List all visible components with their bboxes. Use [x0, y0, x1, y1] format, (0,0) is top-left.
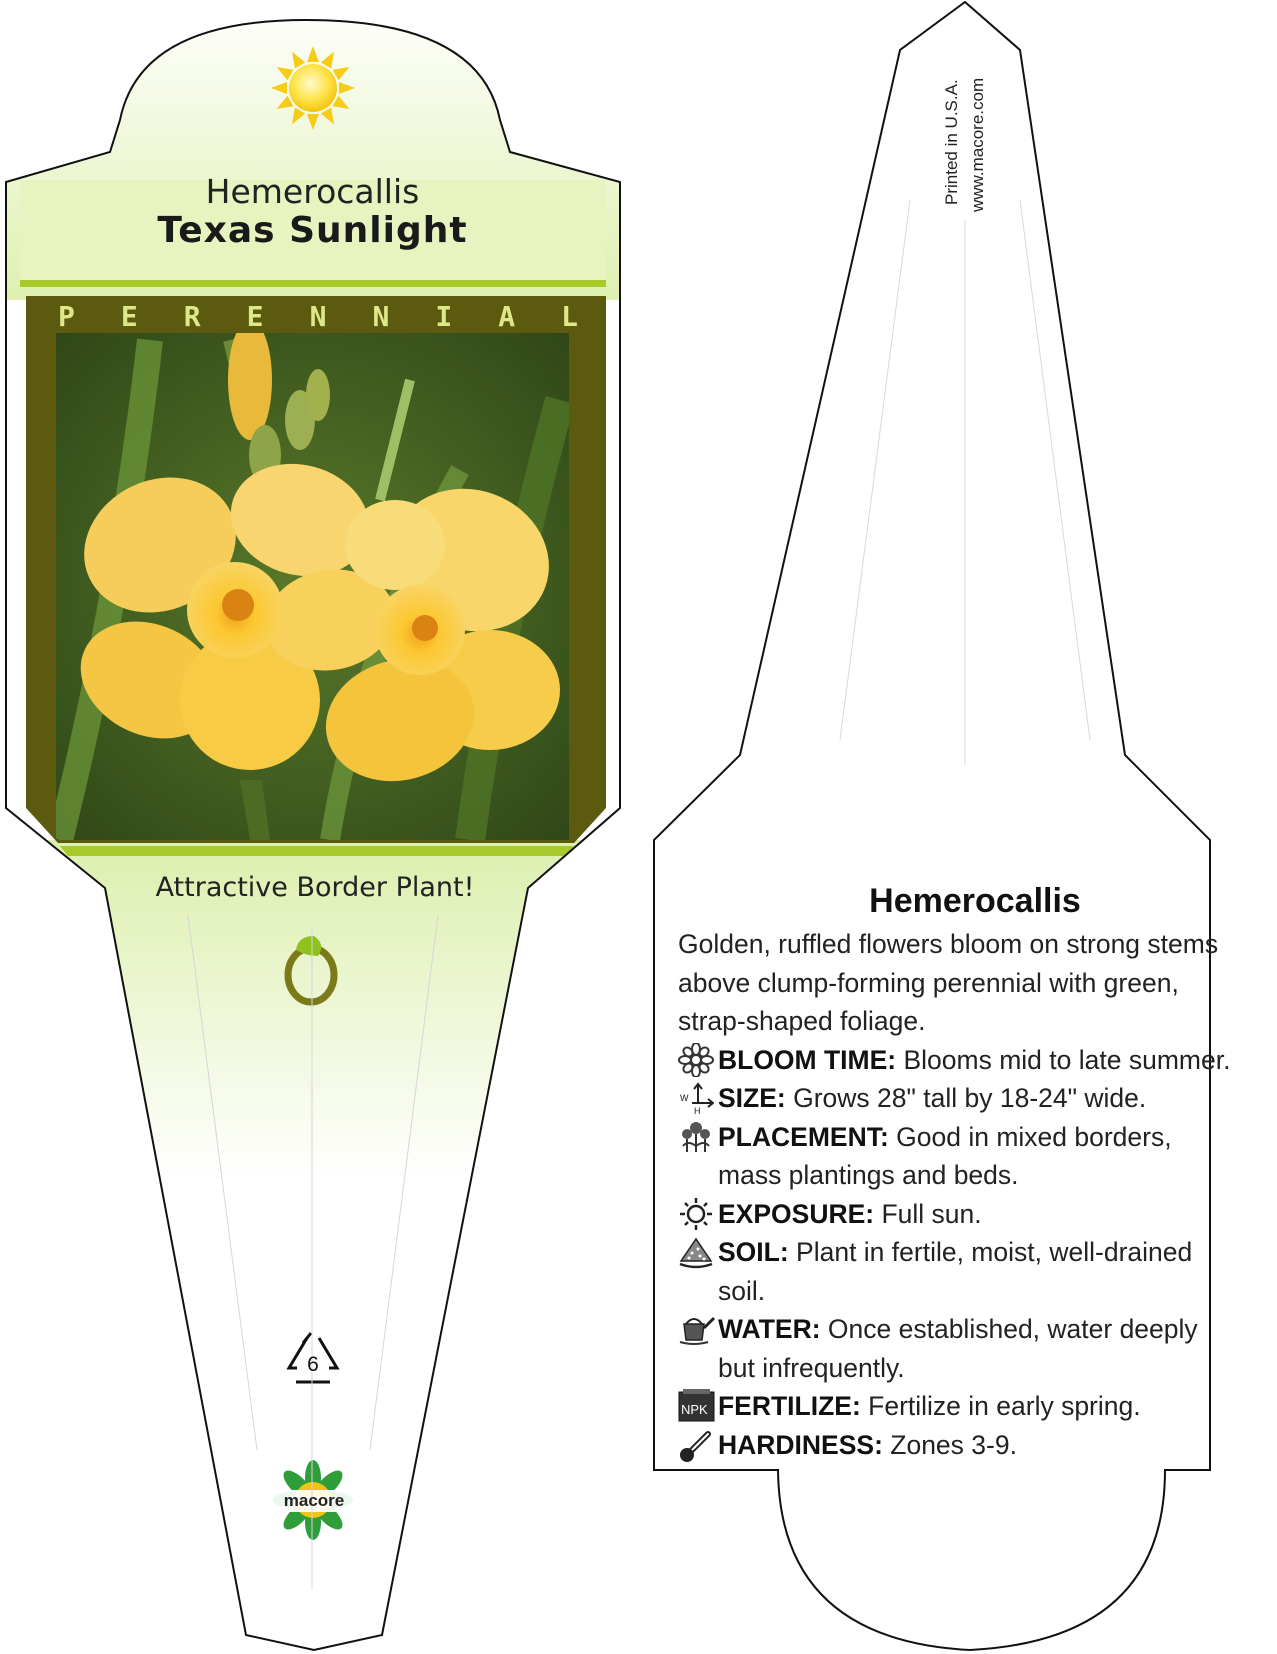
- plant-cultivar: Texas Sunlight: [157, 210, 468, 251]
- category-letter: E: [246, 300, 264, 333]
- detail-label: SIZE:: [718, 1083, 786, 1113]
- plant-genus: Hemerocallis: [205, 172, 420, 211]
- watering-can-icon: [678, 1310, 718, 1346]
- plant-photo: [56, 320, 569, 840]
- detail-text: Good in mixed borders, mass plantings and beds.: [718, 1121, 1172, 1190]
- category-letter: R: [183, 300, 201, 333]
- detail-label: SOIL:: [718, 1237, 789, 1267]
- category-letter: E: [120, 300, 138, 333]
- svg-text:H: H: [694, 1106, 701, 1115]
- detail-row: [678, 1233, 1238, 1310]
- category-letter: A: [498, 300, 516, 333]
- detail-label: HARDINESS:: [718, 1429, 883, 1460]
- sun-icon: [678, 1195, 718, 1231]
- size-icon: [678, 1079, 718, 1115]
- soil-icon: [678, 1233, 718, 1269]
- detail-text: Once established, water deeply but infrequently.: [718, 1314, 1198, 1383]
- placement-icon: [678, 1118, 718, 1154]
- detail-text: Fertilize in early spring.: [860, 1391, 1141, 1421]
- fertilizer-icon-label: NPK: [681, 1402, 708, 1417]
- flower-icon: [678, 1041, 718, 1077]
- recycle-number: 6: [307, 1353, 319, 1376]
- detail-row: [678, 1118, 1238, 1195]
- category-letter: I: [435, 300, 453, 333]
- detail-row: [678, 1387, 1238, 1426]
- svg-text:W: W: [680, 1093, 689, 1103]
- thermometer-icon: [678, 1426, 718, 1462]
- detail-label: PLACEMENT:: [718, 1121, 889, 1152]
- brand-name: macore: [283, 1491, 345, 1510]
- category-letter: N: [309, 300, 327, 333]
- detail-row: [678, 1041, 1238, 1080]
- detail-row: [678, 1195, 1238, 1234]
- category-letter: L: [561, 300, 578, 333]
- category-letter: N: [372, 300, 390, 333]
- detail-row: [678, 1310, 1238, 1387]
- description-title: Hemerocallis: [869, 882, 1081, 920]
- detail-text: Blooms mid to late summer.: [896, 1044, 1231, 1075]
- detail-label: FERTILIZE:: [718, 1391, 861, 1421]
- detail-text: Full sun.: [874, 1198, 982, 1229]
- detail-text: Grows 28" tall by 18-24" wide.: [785, 1083, 1147, 1113]
- website: www.macore.com: [968, 77, 987, 212]
- detail-text: Plant in fertile, moist, well-drained soil.: [718, 1237, 1193, 1306]
- detail-label: EXPOSURE:: [718, 1198, 875, 1229]
- fertilizer-icon: [678, 1387, 718, 1423]
- description-text: Golden, ruffled flowers bloom on strong stems above clump-forming perennial with green, strap-shaped foliage.: [678, 929, 1219, 1036]
- category-letter: P: [58, 300, 75, 333]
- tagline: Attractive Border Plant!: [155, 872, 475, 903]
- detail-label: BLOOM TIME:: [718, 1044, 897, 1075]
- detail-row: [678, 1426, 1238, 1465]
- printed-in: Printed in U.S.A.: [942, 79, 961, 205]
- detail-text: Zones 3-9.: [882, 1429, 1017, 1460]
- detail-label: WATER:: [718, 1314, 821, 1344]
- category-label: [58, 300, 578, 333]
- care-info: [678, 925, 1238, 1464]
- detail-row: [678, 1079, 1238, 1118]
